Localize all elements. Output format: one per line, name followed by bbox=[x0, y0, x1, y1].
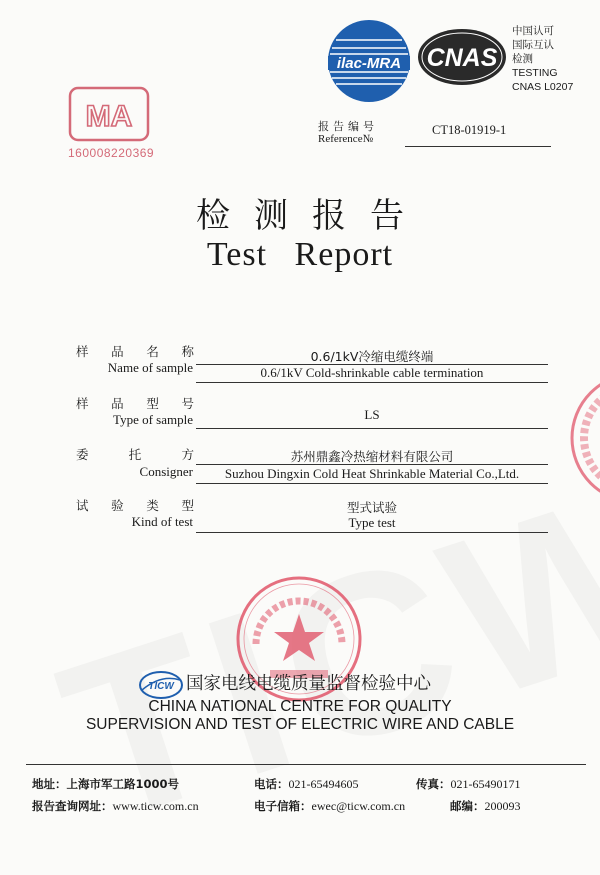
edge-seal-stamp-icon bbox=[566, 368, 600, 508]
kind-of-test-label-en: Kind of test bbox=[131, 514, 193, 529]
postcode-value: 200093 bbox=[484, 799, 521, 813]
consigner-label-cn: 委托方 bbox=[76, 447, 194, 462]
centre-name-en-line2: SUPERVISION AND TEST OF ELECTRIC WIRE AND CABLE bbox=[85, 716, 515, 733]
sample-name-value-en: 0.6/1kV Cold-shrinkable cable termination bbox=[260, 365, 484, 380]
consigner-value-cn: 苏州鼎鑫冷热缩材料有限公司 bbox=[290, 449, 454, 464]
ticw-logo-text: TICW bbox=[148, 681, 174, 692]
sample-name-label-en: Name of sample bbox=[107, 360, 193, 375]
reference-label-en: Reference№ bbox=[318, 133, 374, 145]
fax-value: 021-65490171 bbox=[450, 777, 521, 791]
footer-divider bbox=[26, 764, 586, 765]
cnas-accreditation-text bbox=[512, 24, 573, 94]
website-link[interactable]: www.ticw.com.cn bbox=[112, 799, 199, 813]
sample-name-label-cn: 样品名称 bbox=[76, 344, 194, 359]
footer-email bbox=[254, 798, 405, 814]
ilac-logo-text: ilac-MRA bbox=[336, 55, 402, 72]
reference-underline bbox=[405, 146, 551, 147]
cma-logo-text: MA bbox=[85, 100, 133, 133]
sample-name-value-cn: 0.6/1kV冷缩电缆终端 bbox=[310, 349, 434, 364]
cnas-line: 中国认可 bbox=[512, 25, 554, 37]
website-label: 报告查询网址： bbox=[32, 799, 113, 813]
postcode-label: 邮编： bbox=[450, 799, 485, 813]
kind-of-test-label-cn: 试验类型 bbox=[76, 498, 194, 513]
cnas-line: 检测 bbox=[512, 53, 533, 65]
cnas-line: TESTING bbox=[512, 67, 558, 79]
cma-logo-icon bbox=[68, 86, 150, 142]
field-underline bbox=[196, 532, 548, 533]
kind-of-test-value-en: Type test bbox=[348, 515, 396, 530]
footer-address bbox=[32, 776, 179, 792]
field-underline bbox=[196, 483, 548, 484]
kind-of-test-value-cn: 型式试验 bbox=[346, 500, 397, 515]
footer-postcode bbox=[450, 798, 521, 814]
centre-name-en-line1: CHINA NATIONAL CENTRE FOR QUALITY bbox=[148, 698, 452, 715]
footer-phone bbox=[254, 776, 359, 792]
cnas-line: 国际互认 bbox=[512, 39, 554, 51]
cma-number: 160008220369 bbox=[68, 146, 155, 160]
cnas-logo-text: CNAS bbox=[426, 44, 498, 72]
footer-website bbox=[32, 798, 199, 814]
fax-label: 传真： bbox=[416, 777, 451, 791]
footer-fax bbox=[416, 776, 521, 792]
sample-type-label-cn: 样品型号 bbox=[76, 396, 194, 411]
phone-value: 021-65494605 bbox=[288, 777, 359, 791]
reference-label-cn: 报告编号 bbox=[318, 120, 378, 133]
consigner-value-en: Suzhou Dingxin Cold Heat Shrinkable Material Co.,Ltd. bbox=[224, 466, 520, 481]
ilac-mra-logo-icon bbox=[326, 18, 412, 104]
cnas-line: CNAS L0207 bbox=[512, 81, 574, 93]
ticw-logo-icon bbox=[138, 670, 184, 700]
address-value: 上海市军工路1000号 bbox=[66, 777, 180, 791]
email-link[interactable]: ewec@ticw.com.cn bbox=[311, 799, 406, 813]
reference-number: CT18-01919-1 bbox=[432, 123, 507, 137]
field-underline bbox=[196, 464, 548, 465]
cnas-logo-icon bbox=[416, 26, 508, 88]
email-label: 电子信箱： bbox=[254, 799, 312, 813]
page-title-cn: 检测报告 bbox=[196, 196, 428, 236]
address-label: 地址： bbox=[32, 777, 67, 791]
field-underline bbox=[196, 428, 548, 429]
field-underline bbox=[196, 382, 548, 383]
centre-name-cn: 国家电线电缆质量监督检验中心 bbox=[186, 674, 431, 694]
sample-type-value: LS bbox=[364, 407, 380, 422]
consigner-label-en: Consigner bbox=[139, 464, 193, 479]
page-title-en: Test Report bbox=[206, 236, 394, 273]
sample-type-label-en: Type of sample bbox=[113, 412, 193, 427]
phone-label: 电话： bbox=[254, 777, 289, 791]
